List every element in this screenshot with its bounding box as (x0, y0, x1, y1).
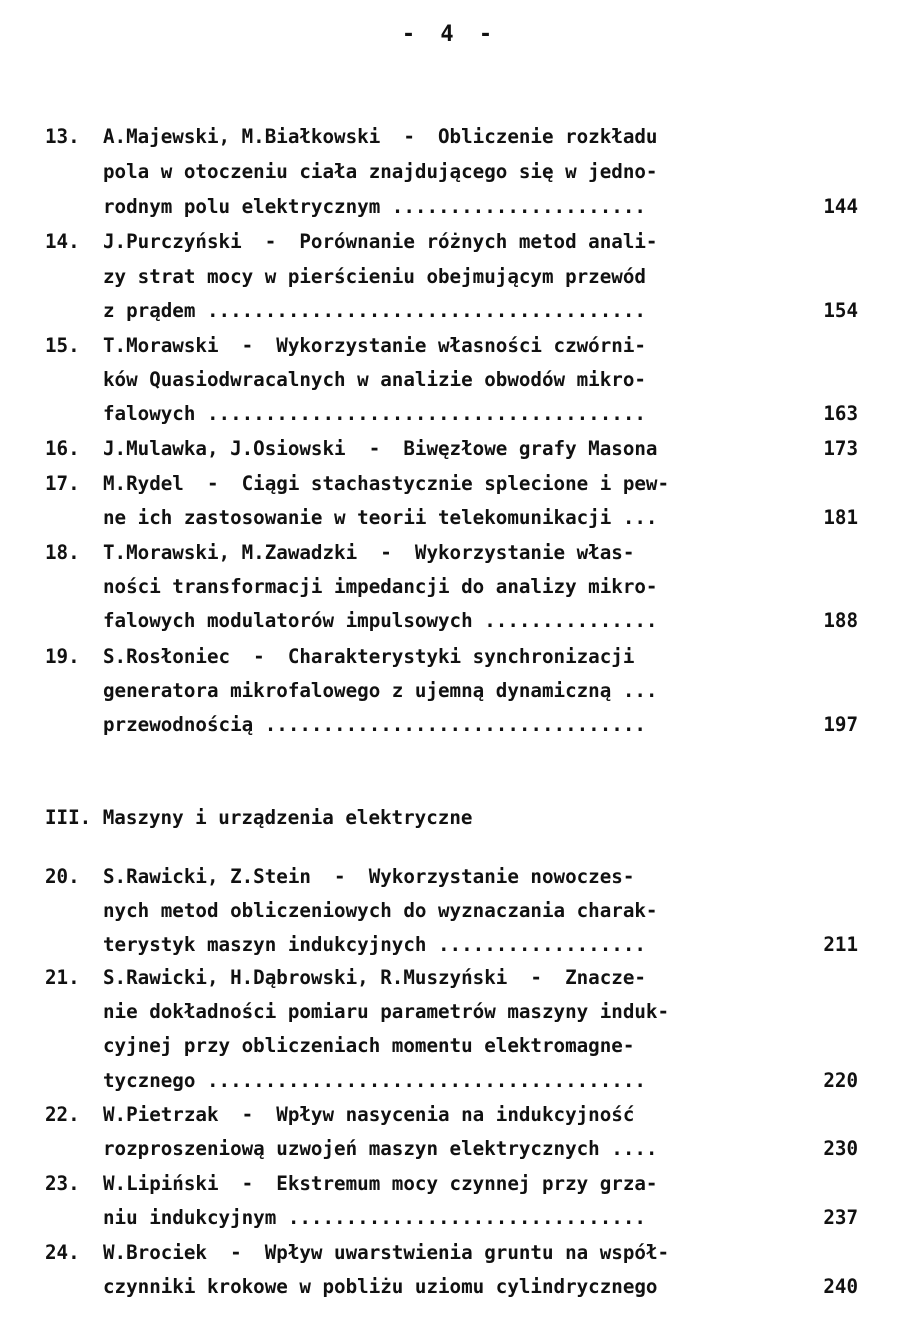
entry-page-number: 173 (823, 437, 858, 460)
entry-page-number: 181 (823, 506, 858, 529)
toc-line (0, 399, 900, 429)
entry-number: 14. (45, 230, 80, 253)
entry-text: M.Rydel - Ciągi stachastycznie splecione i pew- (103, 472, 670, 495)
entry-text: ków Quasiodwracalnych w analizie obwodów mikro- (103, 368, 646, 391)
entry-text: przewodnością ................................. (103, 713, 646, 736)
toc-line (0, 963, 900, 993)
entry-text: nie dokładności pomiaru parametrów maszyny induk- (103, 1000, 670, 1023)
toc-line (0, 606, 900, 636)
entry-number: 24. (45, 1241, 80, 1264)
toc-line (0, 676, 900, 706)
entry-page-number: 154 (823, 299, 858, 322)
toc-line (0, 122, 900, 152)
entry-number: 17. (45, 472, 80, 495)
entry-text: nych metod obliczeniowych do wyznaczania charak- (103, 899, 658, 922)
toc-line (0, 331, 900, 361)
entry-text: rozproszeniową uzwojeń maszyn elektrycznych .... (103, 1137, 658, 1160)
toc-line (0, 642, 900, 672)
entry-page-number: 240 (823, 1275, 858, 1298)
entry-number: 23. (45, 1172, 80, 1195)
entry-text: z prądem ...................................... (103, 299, 646, 322)
toc-line (0, 434, 900, 464)
toc-line (0, 896, 900, 926)
entry-text: terystyk maszyn indukcyjnych .................. (103, 933, 646, 956)
toc-line (0, 1238, 900, 1268)
entry-text: T.Morawski - Wykorzystanie własności czwórni- (103, 334, 646, 357)
entry-text: W.Lipiński - Ekstremum mocy czynnej przy grza- (103, 1172, 658, 1195)
entry-page-number: 197 (823, 713, 858, 736)
entry-text: falowych ...................................... (103, 402, 646, 425)
entry-text: zy strat mocy w pierścieniu obejmującym przewód (103, 265, 646, 288)
toc-line (0, 1134, 900, 1164)
toc-line (0, 365, 900, 395)
entry-text: tycznego ...................................... (103, 1069, 646, 1092)
toc-line (0, 262, 900, 292)
toc-line (0, 503, 900, 533)
toc-line (0, 227, 900, 257)
entry-page-number: 211 (823, 933, 858, 956)
toc-line (0, 1203, 900, 1233)
toc-line (0, 1031, 900, 1061)
entry-text: S.Rosłoniec - Charakterystyki synchronizacji (103, 645, 635, 668)
entry-text: czynniki krokowe w pobliżu uziomu cylindrycznego (103, 1275, 658, 1298)
entry-text: S.Rawicki, Z.Stein - Wykorzystanie nowoczes- (103, 865, 635, 888)
entry-text: cyjnej przy obliczeniach momentu elektromagne- (103, 1034, 635, 1057)
toc-line (0, 572, 900, 602)
entry-number: 20. (45, 865, 80, 888)
page-number: - 4 - (401, 22, 499, 47)
entry-text: S.Rawicki, H.Dąbrowski, R.Muszyński - Znacze- (103, 966, 646, 989)
entry-text: niu indukcyjnym ............................... (103, 1206, 646, 1229)
entry-page-number: 188 (823, 609, 858, 632)
toc-line (0, 1100, 900, 1130)
toc-line (0, 1169, 900, 1199)
entry-text: generatora mikrofalowego z ujemną dynamiczną ... (103, 679, 658, 702)
entry-page-number: 163 (823, 402, 858, 425)
entry-text: ności transformacji impedancji do analizy mikro- (103, 575, 658, 598)
toc-line (0, 469, 900, 499)
toc-line (0, 538, 900, 568)
entry-text: A.Majewski, M.Białkowski - Obliczenie rozkładu (103, 125, 658, 148)
entry-number: 18. (45, 541, 80, 564)
section-heading: III. Maszyny i urządzenia elektryczne (45, 806, 473, 829)
entry-text: W.Brociek - Wpływ uwarstwienia gruntu na współ- (103, 1241, 670, 1264)
entry-text: falowych modulatorów impulsowych ............... (103, 609, 658, 632)
entry-page-number: 230 (823, 1137, 858, 1160)
entry-number: 13. (45, 125, 80, 148)
entry-text: W.Pietrzak - Wpływ nasycenia na indukcyjność (103, 1103, 635, 1126)
entry-text: ne ich zastosowanie w teorii telekomunikacji ... (103, 506, 658, 529)
toc-line (0, 930, 900, 960)
toc-line (0, 862, 900, 892)
entry-number: 19. (45, 645, 80, 668)
entry-number: 22. (45, 1103, 80, 1126)
toc-line (0, 296, 900, 326)
entry-text: pola w otoczeniu ciała znajdującego się w jedno- (103, 160, 658, 183)
entry-page-number: 237 (823, 1206, 858, 1229)
toc-line (0, 710, 900, 740)
toc-line (0, 997, 900, 1027)
entry-number: 16. (45, 437, 80, 460)
entry-page-number: 144 (823, 195, 858, 218)
toc-line (0, 1272, 900, 1302)
toc-line (0, 1066, 900, 1096)
entry-page-number: 220 (823, 1069, 858, 1092)
toc-line (0, 192, 900, 222)
entry-text: J.Purczyński - Porównanie różnych metod anali- (103, 230, 658, 253)
entry-text: rodnym polu elektrycznym ...................... (103, 195, 646, 218)
entry-text: T.Morawski, M.Zawadzki - Wykorzystanie włas- (103, 541, 635, 564)
entry-number: 15. (45, 334, 80, 357)
toc-line (0, 157, 900, 187)
entry-number: 21. (45, 966, 80, 989)
entry-text: J.Mulawka, J.Osiowski - Biwęzłowe grafy Masona (103, 437, 658, 460)
